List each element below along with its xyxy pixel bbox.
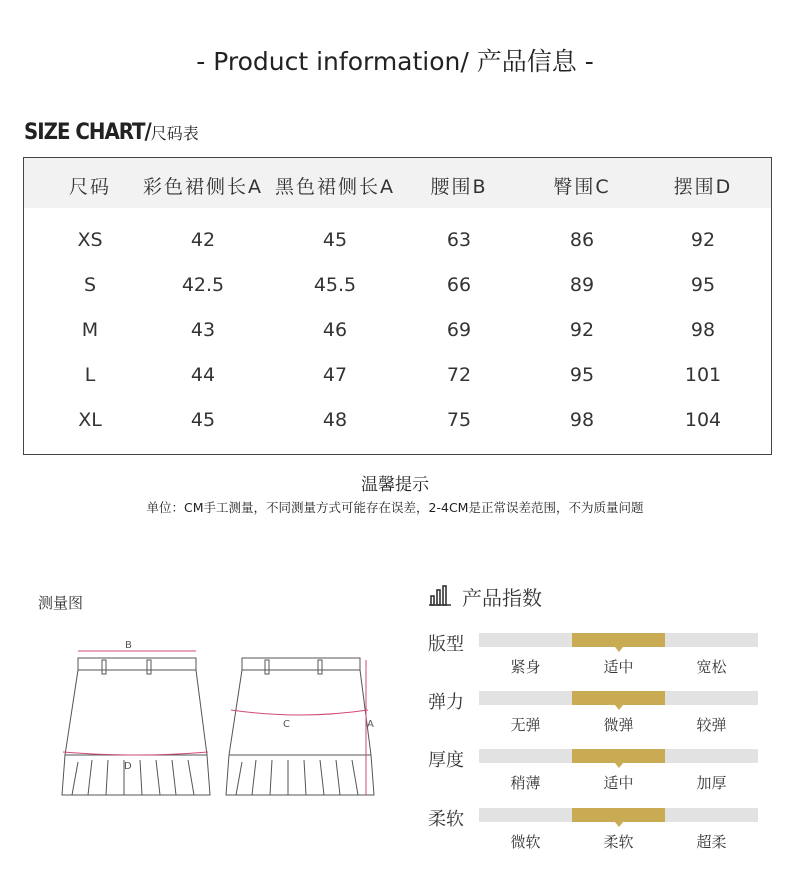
size-value: 75	[446, 409, 472, 431]
size-value: 45	[190, 409, 216, 431]
size-value: 92	[690, 229, 716, 251]
index-option-label: 微弹	[603, 716, 634, 734]
index-level-bar	[479, 633, 758, 647]
index-option-label: 超柔	[696, 833, 727, 851]
size-label: M	[81, 319, 99, 341]
index-level-pointer	[615, 647, 623, 652]
tips-note: 单位：CM手工测量，不同测量方式可能存在误差，2-4CM是正常误差范围，不为质量问题	[146, 500, 644, 515]
size-label: XL	[78, 409, 102, 431]
index-option-label: 宽松	[696, 658, 727, 676]
measure-label-a: A	[367, 719, 374, 730]
size-value: 92	[569, 319, 595, 341]
index-level-pointer	[615, 705, 623, 710]
tips-title: 温馨提示	[361, 475, 429, 495]
size-value: 42.5	[181, 274, 225, 296]
size-chart-title-text: SIZE CHART/	[24, 120, 151, 145]
size-value: 46	[322, 319, 348, 341]
size-value: 86	[569, 229, 595, 251]
size-value: 104	[684, 409, 722, 431]
size-value: 98	[569, 409, 595, 431]
measure-label-d: D	[124, 761, 132, 772]
index-row-label: 版型	[428, 634, 464, 655]
column-header-black-length: 黑色裙侧长A	[275, 176, 395, 198]
bar-chart-icon	[428, 584, 452, 606]
index-level-fill	[572, 749, 665, 763]
size-chart-title	[24, 120, 199, 145]
size-value: 101	[684, 364, 722, 386]
skirt-measurement-diagram	[50, 630, 380, 810]
page-header-title: - Product information/ 产品信息 -	[196, 47, 594, 76]
column-header-hip: 臀围C	[553, 176, 611, 198]
size-value: 98	[690, 319, 716, 341]
column-header-waist: 腰围B	[430, 176, 488, 198]
measure-line-c	[231, 710, 368, 715]
column-header-hem: 摆围D	[673, 176, 733, 198]
product-index-title: 产品指数	[462, 586, 542, 610]
index-row-label: 柔软	[428, 809, 464, 830]
skirt-front-drawing	[62, 658, 210, 795]
index-option-label: 适中	[603, 658, 634, 676]
size-value: 66	[446, 274, 472, 296]
index-option-label: 紧身	[510, 658, 541, 676]
index-row-label: 厚度	[428, 750, 464, 771]
index-option-label: 柔软	[603, 833, 634, 851]
size-value: 72	[446, 364, 472, 386]
index-level-pointer	[615, 822, 623, 827]
size-label: L	[84, 364, 96, 386]
measure-label-b: B	[125, 640, 132, 651]
skirt-back-drawing	[226, 658, 374, 795]
index-level-bar	[479, 808, 758, 822]
index-level-bar	[479, 691, 758, 705]
size-value: 45	[322, 229, 348, 251]
size-label: XS	[77, 229, 103, 251]
size-value: 43	[190, 319, 216, 341]
index-level-bar	[479, 749, 758, 763]
index-level-fill	[572, 808, 665, 822]
index-row-label: 弹力	[428, 692, 464, 713]
size-value: 45.5	[313, 274, 357, 296]
index-option-label: 稍薄	[510, 774, 541, 792]
size-chart-subtitle: 尺码表	[150, 124, 199, 143]
size-value: 95	[690, 274, 716, 296]
size-label: S	[83, 274, 97, 296]
index-option-label: 无弹	[510, 716, 541, 734]
size-value: 47	[322, 364, 348, 386]
size-chart-table	[23, 157, 772, 455]
size-value: 89	[569, 274, 595, 296]
column-header-size: 尺码	[68, 176, 112, 198]
size-chart-header-row	[24, 158, 771, 208]
measure-title: 测量图	[38, 594, 84, 612]
index-option-label: 加厚	[696, 774, 727, 792]
size-value: 63	[446, 229, 472, 251]
column-header-color-length: 彩色裙侧长A	[143, 176, 263, 198]
index-level-fill	[572, 691, 665, 705]
size-value: 95	[569, 364, 595, 386]
index-option-label: 较弹	[696, 716, 727, 734]
index-option-label: 适中	[603, 774, 634, 792]
size-value: 42	[190, 229, 216, 251]
index-level-pointer	[615, 763, 623, 768]
size-value: 44	[190, 364, 216, 386]
size-value: 69	[446, 319, 472, 341]
size-value: 48	[322, 409, 348, 431]
index-option-label: 微软	[510, 833, 541, 851]
index-level-fill	[572, 633, 665, 647]
measure-label-c: C	[283, 719, 290, 730]
